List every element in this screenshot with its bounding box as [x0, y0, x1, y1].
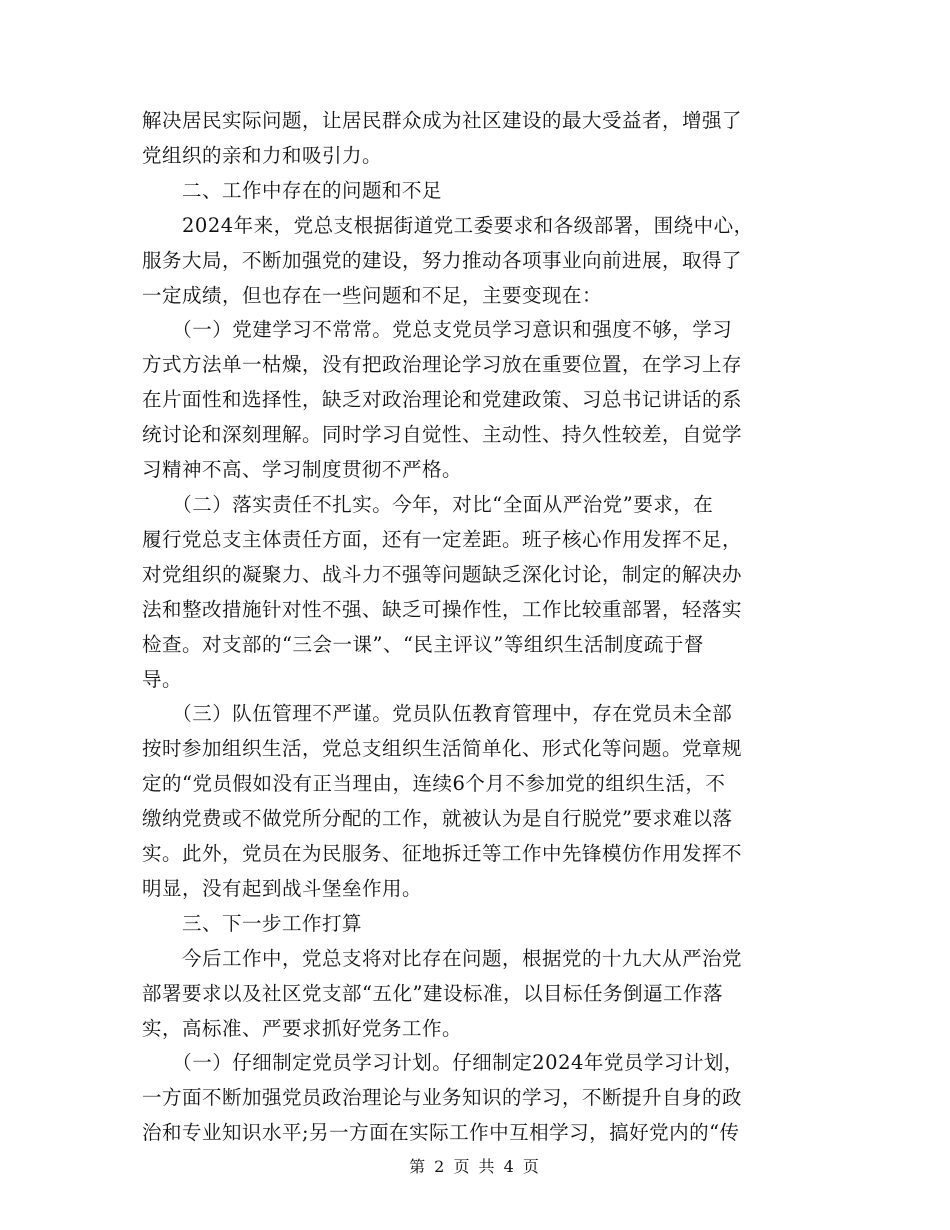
text-line: 一方面不断加强党员政治理论与业务知识的学习，不断提升自身的政 — [142, 1086, 743, 1110]
text-line: 部署要求以及社区党支部“五化”建设标准，以目标任务倒逼工作落 — [142, 981, 723, 1005]
text-line: 统讨论和深刻理解。同时学习自觉性、主动性、持久性较差，自觉学 — [142, 423, 743, 447]
text-line: 对党组织的凝聚力、战斗力不强等问题缺乏深化讨论，制定的解决办 — [142, 562, 743, 586]
text-line: 服务大局，不断加强党的建设，努力推动各项事业向前进展，取得了 — [142, 248, 743, 272]
text-line: 党组织的亲和力和吸引力。 — [142, 143, 383, 167]
text-line: 实。此外，党员在为民服务、征地拆迁等工作中先锋模仿作用发挥不 — [142, 842, 743, 866]
text-line: 二、工作中存在的问题和不足 — [142, 178, 443, 202]
text-line: 今后工作中，党总支将对比存在问题，根据党的十九大从严治党 — [142, 946, 743, 970]
page-number-footer: 第 2 页 共 4 页 — [409, 1157, 541, 1176]
text-line: 法和整改措施针对性不强、缺乏可操作性，工作比较重部署，轻落实 — [142, 597, 743, 621]
text-line: （一）仔细制定党员学习计划。仔细制定2024年党员学习计划， — [142, 1051, 744, 1075]
text-line: 检查。对支部的“三会一课”、“民主评议”等组织生活制度疏于督 — [142, 632, 704, 656]
text-line: （一）党建学习不常常。党总支党员学习意识和强度不够，学习 — [142, 318, 733, 342]
text-line: 实，高标准、严要求抓好党务工作。 — [142, 1016, 463, 1040]
document-body — [142, 104, 798, 1151]
text-line: 在片面性和选择性，缺乏对政治理论和党建政策、习总书记讲话的系 — [142, 388, 743, 412]
text-line: 定的“党员假如没有正当理由，连续6个月不参加党的组织生活，不 — [142, 772, 726, 796]
text-line: 方式方法单一枯燥，没有把政治理论学习放在重要位置，在学习上存 — [142, 353, 743, 377]
text-line: 2024年来，党总支根据街道党工委要求和各级部署，围绕中心， — [142, 213, 754, 237]
text-line: （二）落实责任不扎实。今年，对比“全面从严治党”要求，在 — [142, 492, 714, 516]
text-line: 履行党总支主体责任方面，还有一定差距。班子核心作用发挥不足， — [142, 527, 743, 551]
text-line: 治和专业知识水平;另一方面在实际工作中互相学习，搞好党内的“传 — [142, 1121, 740, 1145]
text-line: 三、下一步工作打算 — [142, 911, 363, 935]
text-line: 缴纳党费或不做党所分配的工作，就被认为是自行脱党”要求难以落 — [142, 807, 733, 831]
text-line: 习精神不高、学习制度贯彻不严格。 — [142, 458, 463, 482]
text-line: 按时参加组织生活，党总支组织生活简单化、形式化等问题。党章规 — [142, 737, 743, 761]
text-line: 解决居民实际问题，让居民群众成为社区建设的最大受益者，增强了 — [142, 109, 743, 132]
text-line: 导。 — [142, 667, 183, 691]
text-line: 明显，没有起到战斗堡垒作用。 — [142, 876, 423, 900]
text-line: 一定成绩，但也存在一些问题和不足，主要变现在： — [142, 283, 603, 307]
text-line: （三）队伍管理不严谨。党员队伍教育管理中，存在党员未全部 — [142, 702, 733, 726]
